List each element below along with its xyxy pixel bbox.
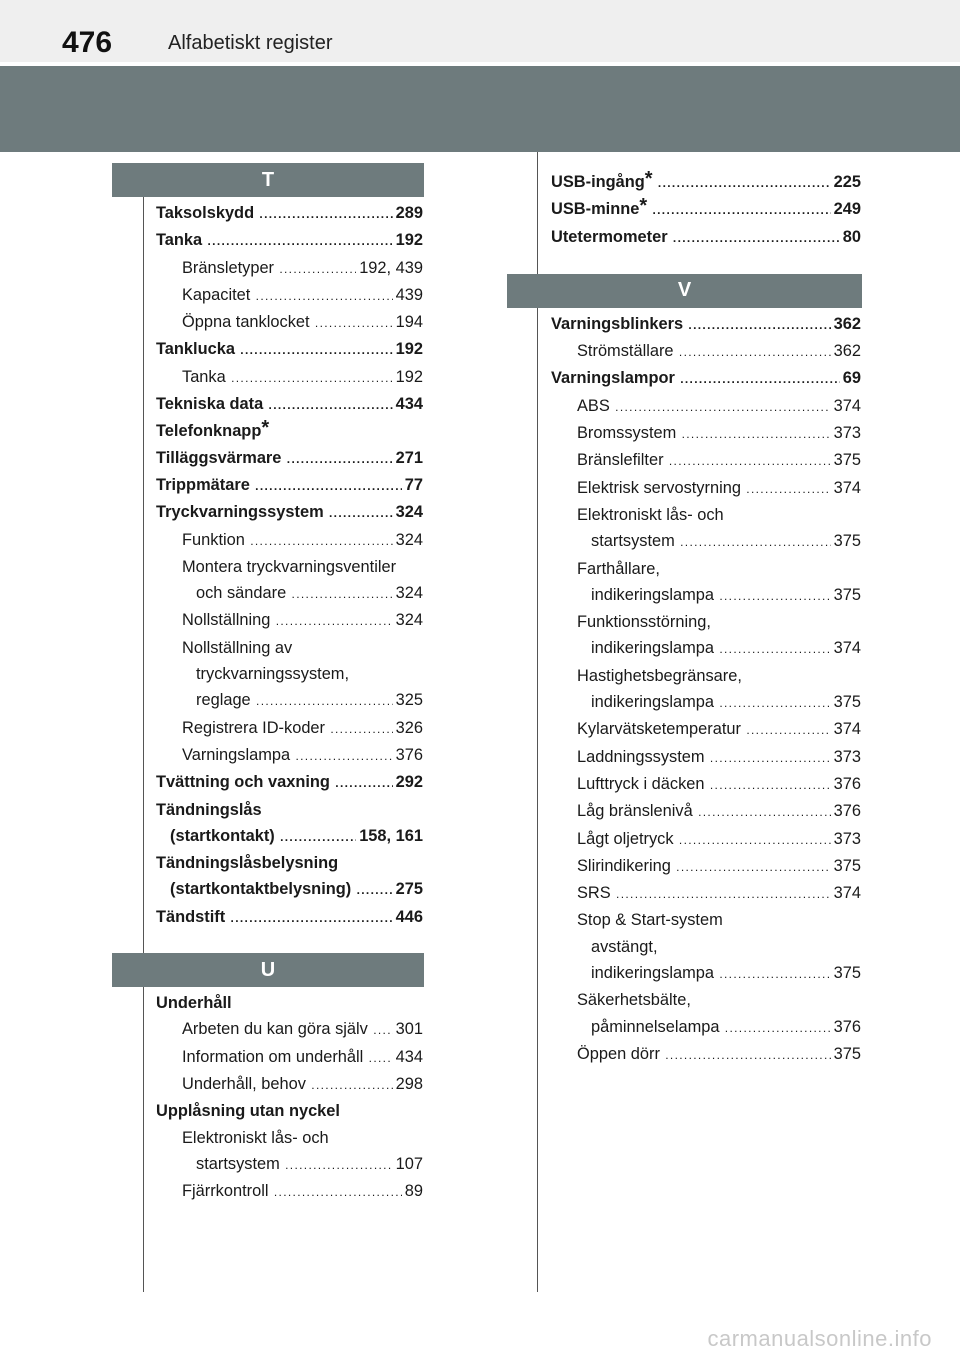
index-entry xyxy=(551,798,861,825)
index-entry-label: Tanka xyxy=(182,368,229,386)
index-entry xyxy=(156,904,423,931)
index-entry-label: tryckvarningssystem, xyxy=(196,665,352,683)
index-entry-label: påminnelselampa xyxy=(591,1018,722,1036)
index-entry xyxy=(551,853,861,880)
section-u xyxy=(112,953,424,1205)
section-t-entries xyxy=(112,197,424,931)
index-entry-page: 324 xyxy=(393,607,423,633)
index-entry-page: 375 xyxy=(831,447,861,473)
index-entry-page: 194 xyxy=(393,309,423,335)
index-entry-label: Funktionsstörning, xyxy=(577,613,714,631)
index-entry-page: 374 xyxy=(831,635,861,661)
index-entry-label: indikeringslampa xyxy=(591,586,717,604)
index-entry-label: (startkontakt) xyxy=(170,827,278,845)
index-entry-page: 192 xyxy=(393,336,423,362)
index-entry-label: Säkerhetsbälte, xyxy=(577,991,694,1009)
index-entry xyxy=(156,364,423,391)
index-entry xyxy=(551,987,861,1013)
index-entry-label: Tekniska data xyxy=(156,395,266,413)
index-entry-label: indikeringslampa xyxy=(591,693,717,711)
right-column xyxy=(507,166,862,1068)
index-entry-page: 375 xyxy=(831,689,861,715)
index-entry-page: 324 xyxy=(393,527,423,553)
index-entry-label: Upplåsning utan nyckel xyxy=(156,1102,343,1120)
index-entry-page: 301 xyxy=(393,1016,423,1042)
index-entry-label: Öppen dörr xyxy=(577,1045,663,1063)
index-entry xyxy=(551,169,861,196)
index-entry-page: 376 xyxy=(831,798,861,824)
index-entry-label: indikeringslampa xyxy=(591,964,717,982)
index-entry-label: Tändningslås xyxy=(156,801,265,819)
index-entry-page: 439 xyxy=(393,282,423,308)
index-entry-page: 375 xyxy=(831,528,861,554)
index-entry xyxy=(551,224,861,251)
index-entry-label: Låg bränslenivå xyxy=(577,802,696,820)
index-entry-label: Farthållare, xyxy=(577,560,663,578)
index-entry-page: 375 xyxy=(831,853,861,879)
index-entry xyxy=(551,365,861,392)
index-entry-label: Elektroniskt lås- och xyxy=(182,1129,332,1147)
index-entry-label: Strömställare xyxy=(577,342,677,360)
index-entry-page: 80 xyxy=(840,224,861,250)
index-entry-page: 434 xyxy=(393,1044,423,1070)
index-entry-label: Hastighetsbegränsare, xyxy=(577,667,745,685)
index-entry-label: SRS xyxy=(577,884,614,902)
section-v-entries xyxy=(507,308,862,1068)
index-entry xyxy=(156,687,423,714)
index-entry-page: 376 xyxy=(393,742,423,768)
index-entry-label: Nollställning av xyxy=(182,639,295,657)
index-entry xyxy=(551,744,861,771)
index-entry-label: Registrera ID-koder xyxy=(182,719,328,737)
index-entry-page: 289 xyxy=(393,200,423,226)
section-u-entries xyxy=(112,987,424,1205)
index-entry-page: 375 xyxy=(831,582,861,608)
index-entry xyxy=(156,255,423,282)
index-entry xyxy=(156,823,423,850)
index-entry-page: 292 xyxy=(393,769,423,795)
index-entry-page: 374 xyxy=(831,880,861,906)
index-entry xyxy=(551,716,861,743)
index-entry xyxy=(156,391,423,418)
index-entry xyxy=(156,580,423,607)
index-entry xyxy=(551,689,861,716)
index-entry xyxy=(551,393,861,420)
index-entry-label: startsystem xyxy=(591,532,678,550)
index-entry-label: Laddningssystem xyxy=(577,748,708,766)
index-entry xyxy=(551,934,861,960)
index-entry-page: 434 xyxy=(393,391,423,417)
index-entry xyxy=(551,635,861,662)
index-entry-label: Tanklucka xyxy=(156,340,238,358)
index-entry-label: Bromssystem xyxy=(577,424,679,442)
section-v xyxy=(507,274,862,1068)
index-entry-label: Kylarvätsketemperatur xyxy=(577,720,744,738)
index-entry-page: 376 xyxy=(831,1014,861,1040)
index-entry xyxy=(156,1151,423,1178)
index-entry-label: Stop & Start-system xyxy=(577,911,726,929)
index-entry xyxy=(156,1125,423,1151)
index-entry xyxy=(156,1178,423,1205)
index-entry xyxy=(156,635,423,661)
index-entry xyxy=(551,528,861,555)
index-entry xyxy=(156,1016,423,1043)
index-entry xyxy=(156,499,423,526)
index-entry-label: USB-ingång* xyxy=(551,173,656,191)
index-entry-label: Bränsletyper xyxy=(182,259,277,277)
index-entry-label: Underhåll, behov xyxy=(182,1075,309,1093)
index-entry xyxy=(551,475,861,502)
index-entry-label: Tanka xyxy=(156,231,205,249)
page-title: Alfabetiskt register xyxy=(168,32,333,54)
index-entry xyxy=(156,445,423,472)
index-entry xyxy=(156,472,423,499)
index-entry-label: (startkontaktbelysning) xyxy=(170,880,354,898)
index-entry xyxy=(156,876,423,903)
index-entry xyxy=(156,661,423,687)
index-entry-page: 376 xyxy=(831,771,861,797)
index-entry-label: Utetermometer xyxy=(551,228,671,246)
index-entry xyxy=(156,309,423,336)
index-entry-page: 225 xyxy=(831,169,861,195)
index-entry-label: Tändstift xyxy=(156,908,228,926)
watermark: carmanualsonline.info xyxy=(707,1326,932,1351)
index-entry-page: 326 xyxy=(393,715,423,741)
index-entry-label: Montera tryckvarningsventiler xyxy=(182,558,399,576)
index-entry-page: 69 xyxy=(840,365,861,391)
index-entry-page: 107 xyxy=(393,1151,423,1177)
index-entry-label: Varningslampa xyxy=(182,746,293,764)
index-entry-page: 373 xyxy=(831,744,861,770)
index-entry xyxy=(156,850,423,876)
index-entry xyxy=(156,554,423,580)
footnote-star: * xyxy=(644,169,653,190)
index-entry-page: 373 xyxy=(831,420,861,446)
index-entry-label: USB-minne* xyxy=(551,200,650,218)
index-entry-page: 77 xyxy=(402,472,423,498)
index-entry xyxy=(551,311,861,338)
index-entry-page: 375 xyxy=(831,960,861,986)
index-entry-page: 362 xyxy=(831,311,861,337)
index-entry-label: Tändningslåsbelysning xyxy=(156,854,341,872)
footnote-star: * xyxy=(261,418,270,440)
index-entry-label: Arbeten du kan göra själv xyxy=(182,1020,371,1038)
section-letter-v: V xyxy=(507,274,862,308)
index-entry xyxy=(551,960,861,987)
index-entry-label: indikeringslampa xyxy=(591,639,717,657)
index-entry-page: 192 xyxy=(393,227,423,253)
index-entry xyxy=(551,196,861,223)
index-entry-label: Kapacitet xyxy=(182,286,253,304)
header-band xyxy=(0,66,960,152)
footnote-star: * xyxy=(639,196,648,218)
index-entry-page: 362 xyxy=(831,338,861,364)
index-entry xyxy=(551,826,861,853)
index-entry xyxy=(551,447,861,474)
index-entry-label: Tryckvarningssystem xyxy=(156,503,327,521)
index-entry-page: 89 xyxy=(402,1178,423,1204)
index-entry-label: avstängt, xyxy=(591,938,661,956)
index-entry-label: Elektroniskt lås- och xyxy=(577,506,727,524)
index-entry-label: Fjärrkontroll xyxy=(182,1182,272,1200)
index-entry-page: 324 xyxy=(393,580,423,606)
index-entry-page: 192 xyxy=(393,364,423,390)
page-header xyxy=(0,0,960,62)
index-entry xyxy=(551,663,861,689)
index-entry xyxy=(156,607,423,634)
index-entry xyxy=(551,420,861,447)
index-entry-page: 375 xyxy=(831,1041,861,1067)
index-entry-label: ABS xyxy=(577,397,613,415)
index-entry-label: och sändare xyxy=(196,584,289,602)
index-entry-page: 373 xyxy=(831,826,861,852)
index-entry-label: Öppna tanklocket xyxy=(182,313,313,331)
index-entry xyxy=(156,1044,423,1071)
index-entry xyxy=(551,771,861,798)
index-entry-page: 275 xyxy=(393,876,423,902)
index-entry xyxy=(551,880,861,907)
index-entry xyxy=(551,502,861,528)
index-entry xyxy=(156,527,423,554)
index-entry xyxy=(156,418,423,444)
index-entry xyxy=(156,797,423,823)
index-entry-page: 158, 161 xyxy=(356,823,423,849)
index-entry xyxy=(551,1041,861,1068)
index-entry xyxy=(156,715,423,742)
index-entry xyxy=(156,200,423,227)
index-entry-page: 374 xyxy=(831,475,861,501)
index-entry-page: 374 xyxy=(831,716,861,742)
index-entry-page: 374 xyxy=(831,393,861,419)
index-entry-label: Trippmätare xyxy=(156,476,253,494)
section-letter-t: T xyxy=(112,163,424,197)
index-entry xyxy=(156,336,423,363)
index-entry xyxy=(156,282,423,309)
index-entry-label: Underhåll xyxy=(156,994,235,1012)
index-entry-page: 249 xyxy=(831,196,861,222)
page-number: 476 xyxy=(62,26,113,59)
index-entry-label: Tvättning och vaxning xyxy=(156,773,333,791)
index-entry xyxy=(156,742,423,769)
index-entry-page: 192, 439 xyxy=(356,255,423,281)
index-entry-label: Telefonknapp* xyxy=(156,422,272,440)
index-entry-label: Information om underhåll xyxy=(182,1048,366,1066)
index-entry-page: 298 xyxy=(393,1071,423,1097)
section-u-continued-entries xyxy=(507,166,862,251)
index-entry-label: Lufttryck i däcken xyxy=(577,775,708,793)
index-entry xyxy=(156,990,423,1016)
index-entry-label: reglage xyxy=(196,691,254,709)
index-entry-label: Varningsblinkers xyxy=(551,315,686,333)
section-t xyxy=(112,163,424,931)
index-entry-label: Lågt oljetryck xyxy=(577,830,677,848)
index-entry xyxy=(551,1014,861,1041)
index-entry xyxy=(551,556,861,582)
index-entry-label: Taksolskydd xyxy=(156,204,257,222)
index-entry-page: 271 xyxy=(393,445,423,471)
index-entry xyxy=(551,582,861,609)
index-entry-label: Tilläggsvärmare xyxy=(156,449,284,467)
index-entry xyxy=(551,609,861,635)
index-entry-label: startsystem xyxy=(196,1155,283,1173)
index-entry xyxy=(156,769,423,796)
index-entry-label: Bränslefilter xyxy=(577,451,667,469)
index-entry-label: Slirindikering xyxy=(577,857,674,875)
index-entry-label: Funktion xyxy=(182,531,248,549)
left-column xyxy=(112,163,424,1205)
index-entry xyxy=(156,227,423,254)
index-entry-page: 325 xyxy=(393,687,423,713)
index-entry xyxy=(156,1098,423,1124)
index-entry xyxy=(551,907,861,933)
index-entry-page: 446 xyxy=(393,904,423,930)
index-entry-label: Elektrisk servostyrning xyxy=(577,479,744,497)
index-entry-label: Varningslampor xyxy=(551,369,678,387)
section-letter-u: U xyxy=(112,953,424,987)
index-entry-page: 324 xyxy=(393,499,423,525)
index-entry xyxy=(551,338,861,365)
index-entry xyxy=(156,1071,423,1098)
index-entry-label: Nollställning xyxy=(182,611,273,629)
